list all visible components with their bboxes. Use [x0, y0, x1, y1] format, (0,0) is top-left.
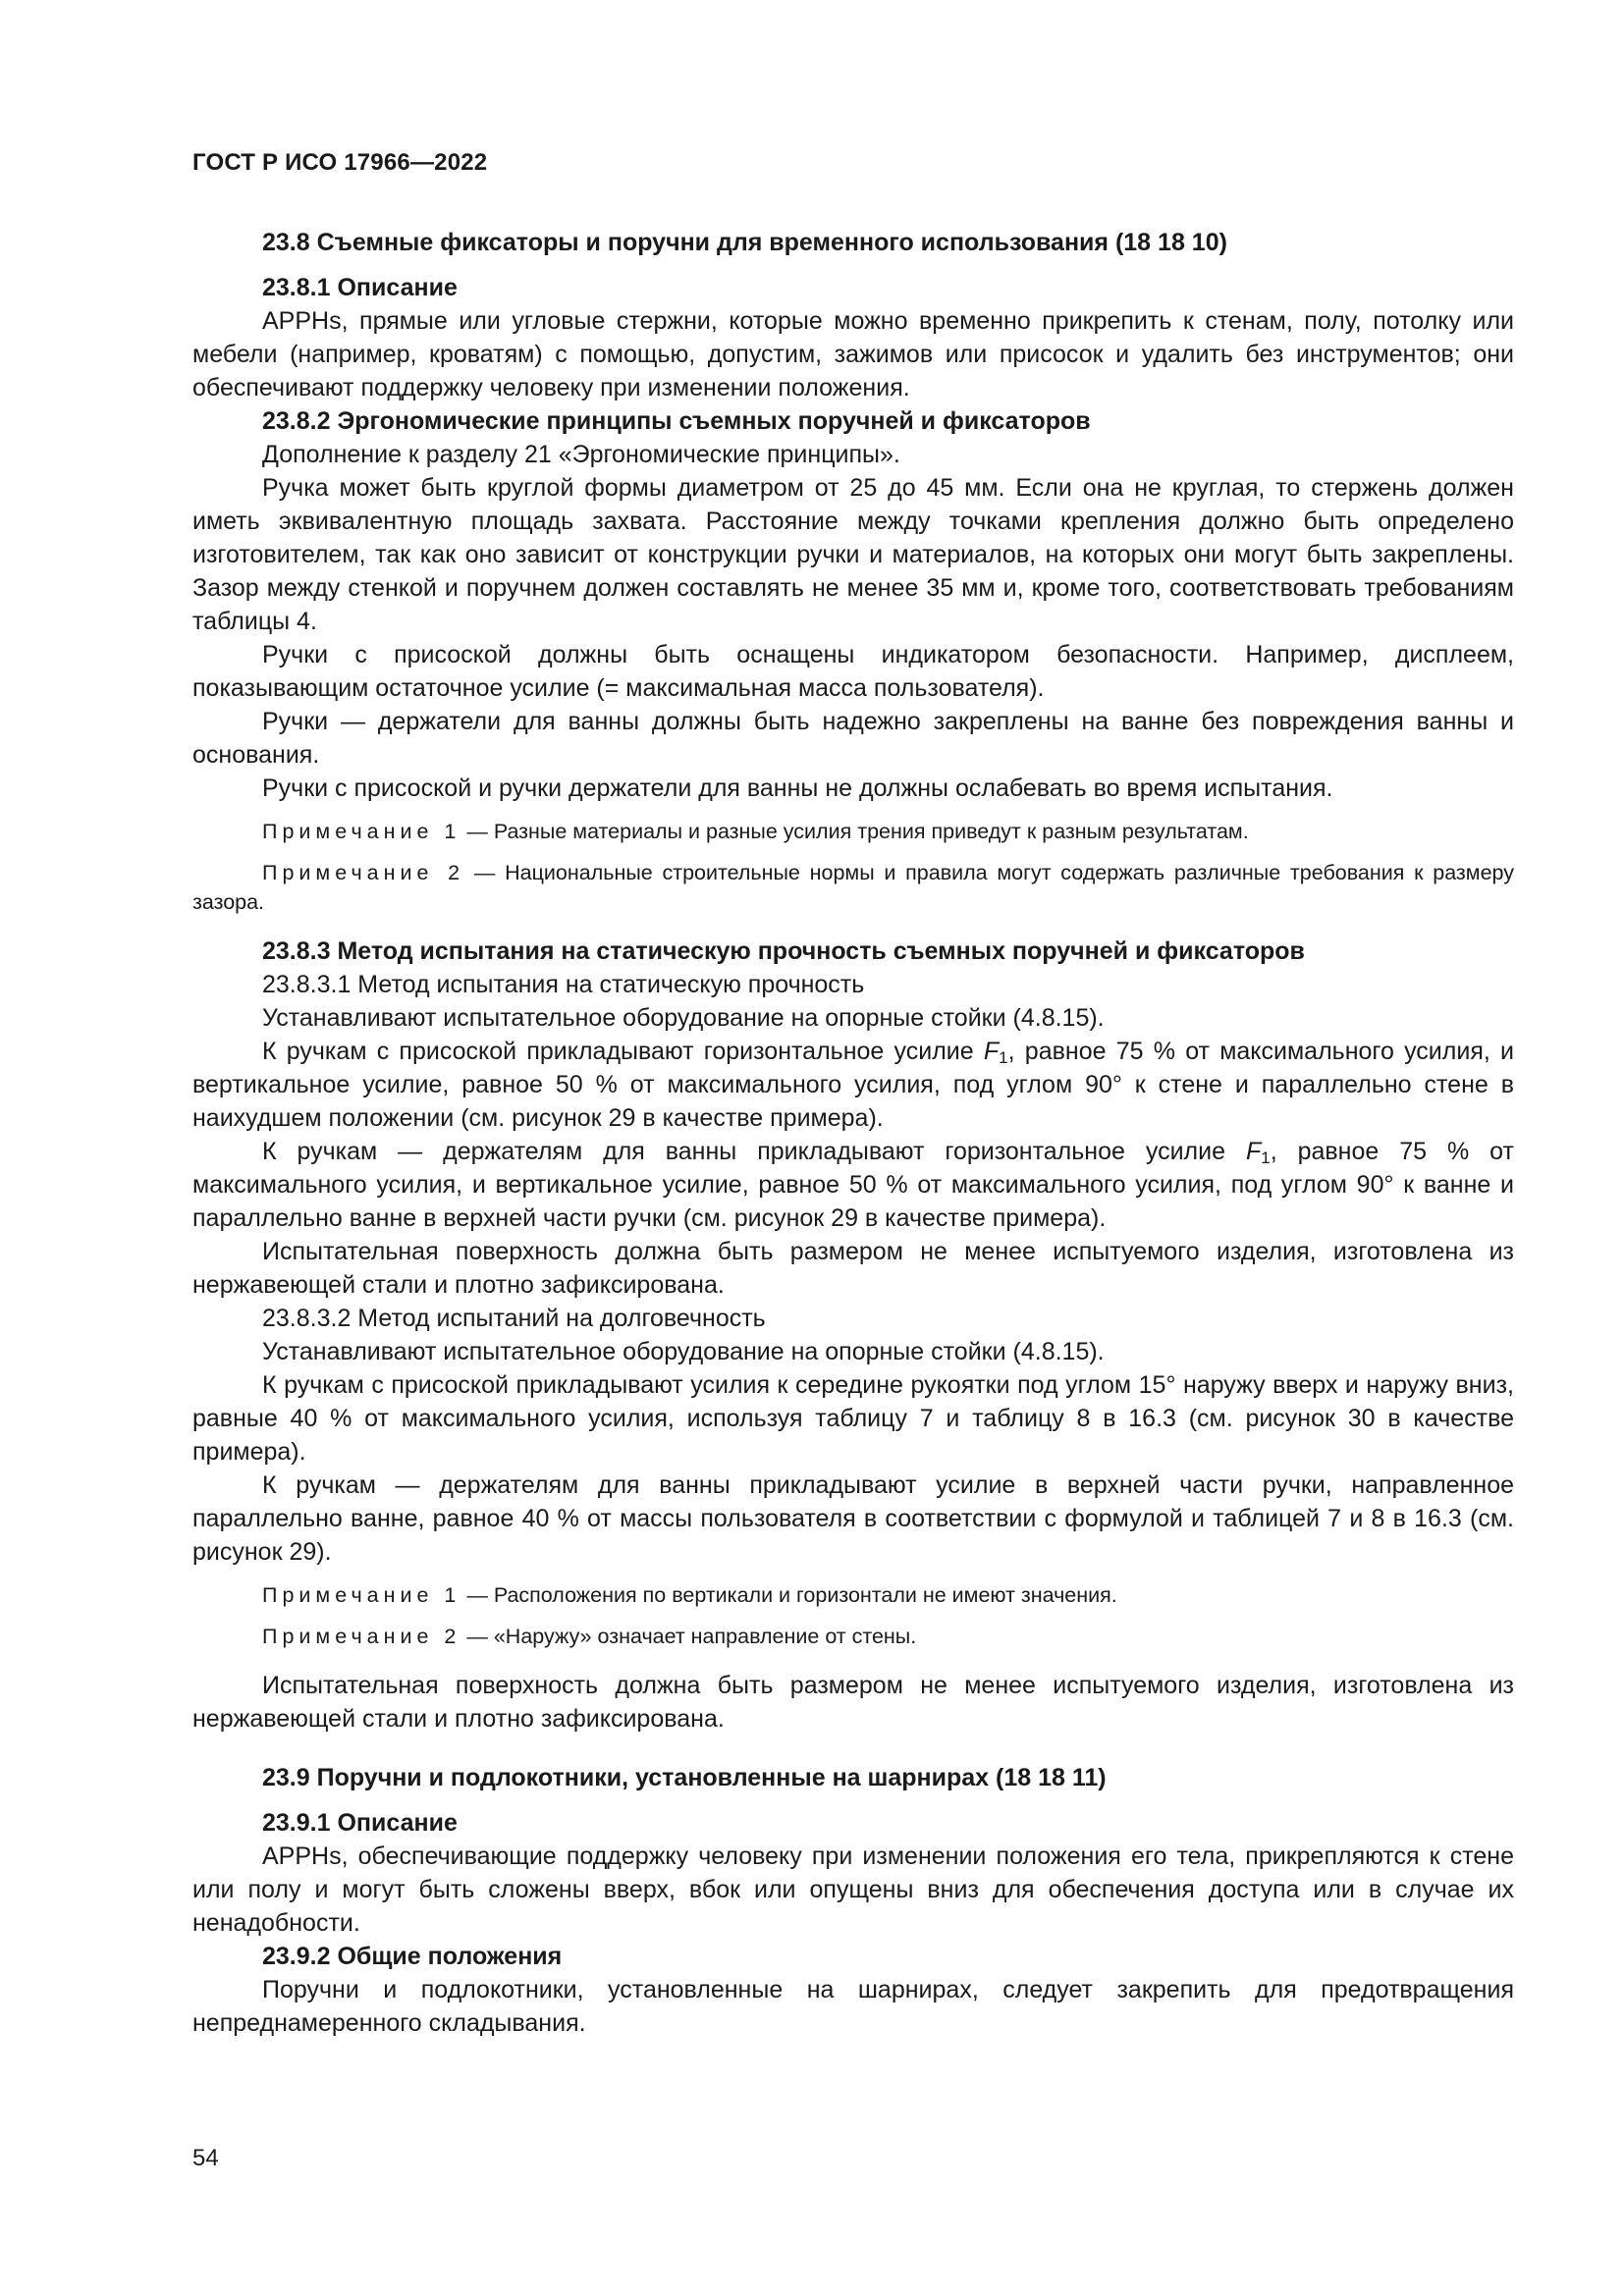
paragraph: APPHs, прямые или угловые стержни, которые можно временно прикрепить к стенам, полу, потолку или мебели (например, кроватям) с помощью, допустим, зажимов или присосок и удалить без инструментов; они обеспечивают поддержку человеку при изменении положения. — [192, 307, 1514, 401]
document-body — [192, 226, 1514, 2040]
document-header: ГОСТ Р ИСО 17966—2022 — [192, 149, 488, 176]
page-number: 54 — [192, 2145, 219, 2171]
note-text: — Национальные строительные нормы и правила могут содержать различные требования к размеру зазора. — [192, 861, 1514, 914]
note-label: Примечание 2 — [262, 1625, 461, 1648]
paragraph: Ручки с присоской должны быть оснащены индикатором безопасности. Например, дисплеем, показывающим остаточное усилие (= максимальная масса пользователя). — [192, 641, 1514, 702]
note-label: Примечание 2 — [262, 861, 465, 884]
paragraph: Устанавливают испытательное оборудование на опорные стойки (4.8.15). — [262, 1004, 1105, 1032]
paragraph: Ручки — держатели для ванны должны быть надежно закреплены на ванне без повреждения ванны и основания. — [192, 708, 1514, 769]
paragraph: Устанавливают испытательное оборудование на опорные стойки (4.8.15). — [262, 1338, 1105, 1365]
note-text: — Расположения по вертикали и горизонтали не имеют значения. — [466, 1583, 1117, 1607]
paragraph: Поручни и подлокотники, установленные на шарнирах, следует закрепить для предотвращения непреднамеренного складывания. — [192, 1976, 1514, 2037]
section-23-8-3-title: 23.8.3 Метод испытания на статическую прочность съемных поручней и фиксаторов — [262, 937, 1305, 965]
note-text: — Разные материалы и разные усилия трения приведут к разным результатам. — [466, 820, 1249, 843]
section-23-9-1-title: 23.9.1 Описание — [262, 1809, 458, 1837]
paragraph: Дополнение к разделу 21 «Эргономические принципы». — [262, 441, 900, 468]
note-label: Примечание 1 — [262, 1583, 461, 1607]
paragraph: APPHs, обеспечивающие поддержку человеку при изменении положения его тела, прикрепляются к стене или полу и могут быть сложены вверх, вбок или опущены вниз для обеспечения доступа или в случае их ненадобности. — [192, 1842, 1514, 1937]
paragraph: К ручкам с присоской прикладывают усилия к середине рукоятки под углом 15° наружу вверх и наружу вниз, равные 40 % от максимального усилия, используя таблицу 7 и таблицу 8 в 16.3 (см. рисунок 30 в качестве примера). — [192, 1371, 1514, 1466]
note — [192, 1622, 1514, 1651]
section-23-8-2-title: 23.8.2 Эргономические принципы съемных поручней и фиксаторов — [262, 407, 1091, 435]
text-run: , равное 75 % от максимального усилия, и вертикальное усилие, равное 50 % от максимального усилия, под углом 90° к стене и параллельно стене в наихудшем положении (см. рисунок 29 в качестве примера). — [192, 1038, 1514, 1132]
paragraph: Испытательная поверхность должна быть размером не менее испытуемого изделия, изготовлена из нержавеющей стали и плотно зафиксирована. — [192, 1672, 1514, 1733]
note-label: Примечание 1 — [262, 820, 461, 843]
section-23-8-1-title: 23.8.1 Описание — [262, 274, 458, 301]
force-subscript: 1 — [1261, 1148, 1271, 1167]
paragraph: Испытательная поверхность должна быть размером не менее испытуемого изделия, изготовлена из нержавеющей стали и плотно зафиксирована. — [192, 1238, 1514, 1299]
note — [192, 1580, 1514, 1610]
section-23-8-3-2-title: 23.8.3.2 Метод испытаний на долговечность — [262, 1305, 766, 1332]
text-run: К ручкам — держателям для ванны прикладывают горизонтальное усилие — [262, 1138, 1246, 1165]
note-text: — «Наружу» означает направление от стены. — [466, 1625, 917, 1648]
section-23-8-title: 23.8 Съемные фиксаторы и поручни для временного использования (18 18 10) — [262, 229, 1227, 256]
paragraph — [192, 1135, 1514, 1235]
paragraph — [192, 1035, 1514, 1135]
force-symbol: F — [1245, 1138, 1262, 1165]
section-23-9-2-title: 23.9.2 Общие положения — [262, 1943, 563, 1970]
force-symbol: F — [983, 1038, 1000, 1065]
note — [192, 817, 1514, 846]
paragraph: Ручки с присоской и ручки держатели для ванны не должны ослабевать во время испытания. — [262, 774, 1333, 802]
text-run: , равное 75 % от максимального усилия, и вертикальное усилие, равное 50 % от максимального усилия, под углом 90° к ванне и параллельно ванне в верхней части ручки (см. рисунок 29 в качестве примера). — [192, 1138, 1514, 1232]
section-23-8-3-1-title: 23.8.3.1 Метод испытания на статическую прочность — [262, 971, 865, 998]
paragraph: Ручка может быть круглой формы диаметром от 25 до 45 мм. Если она не круглая, то стержень должен иметь эквивалентную площадь захвата. Расстояние между точками крепления должно быть определено изготовителем, так как оно зависит от конструкции ручки и материалов, на которых они могут быть закреплены. Зазор между стенкой и поручнем должен составлять не менее 35 мм и, кроме того, соответствовать требованиям таблицы 4. — [192, 474, 1514, 635]
section-23-9-title: 23.9 Поручни и подлокотники, установленные на шарнирах (18 18 11) — [262, 1764, 1107, 1791]
text-run: К ручкам с присоской прикладывают горизонтальное усилие — [262, 1038, 984, 1065]
note — [192, 858, 1514, 917]
paragraph: К ручкам — держателям для ванны прикладывают усилие в верхней части ручки, направленное параллельно ванне, равное 40 % от массы пользователя в соответствии с формулой и таблицей 7 и 8 в 16.3 (см. рисунок 29). — [192, 1471, 1514, 1566]
force-subscript: 1 — [999, 1048, 1008, 1067]
